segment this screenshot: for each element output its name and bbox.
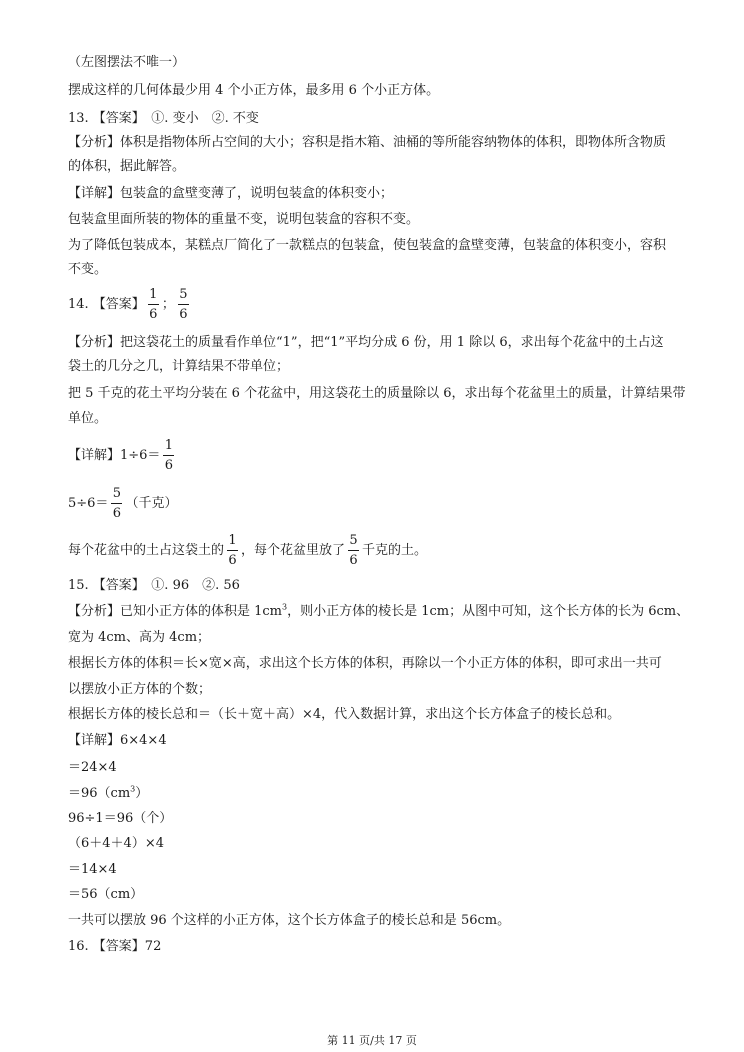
q13-detail-line2: 包装盒里面所装的物体的重量不变，说明包装盒的容积不变。 (68, 212, 420, 227)
q14-analysis-line3: 把 5 千克的花土平均分装在 6 个花盆中，用这袋花土的质量除以 6，求出每个花盆里土的质量，计算结果带 (68, 386, 686, 401)
step-expression: 5÷6＝ (68, 496, 109, 511)
fraction-denominator: 6 (179, 307, 188, 322)
analysis-text: 【分析】已知小正方体的体积是 1cm (68, 604, 283, 619)
calc-step: ＝24×4 (68, 760, 117, 775)
calc-text: ） (135, 786, 149, 801)
q15-analysis-line4: 以摆放小正方体的个数； (68, 682, 212, 697)
q14-analysis: 【分析】把这袋花土的质量看作单位“1”，把“1”平均分成 6 份，用 1 除以 6，求出每个花盆中的土占这 (68, 335, 664, 350)
q13-detail-line3: 为了降低包装成本，某糕点厂简化了一款糕点的包装盒，使包装盒的盒壁变薄，包装盒的体积变小，容积 (68, 238, 667, 253)
q14-analysis-line4: 单位。 (68, 411, 108, 426)
step-expression: 【详解】1÷6＝ (68, 448, 161, 463)
q15-analysis (68, 604, 689, 620)
fraction-numerator: 5 (348, 533, 359, 551)
fraction-numerator: 5 (111, 486, 122, 504)
q13-analysis: 【分析】体积是指物体所占空间的大小；容积是指木箱、油桶的等所能容纳物体的体积，即物体所含物质 (68, 135, 667, 150)
fraction-five-sixths (178, 287, 189, 322)
calc-step: （6＋4＋4）×4 (68, 836, 164, 851)
q15-analysis-line3: 根据长方体的体积＝长×宽×高，求出这个长方体的体积，再除以一个小正方体的体积，即可求出一共可 (68, 656, 662, 671)
fraction-five-sixths (111, 486, 122, 521)
fraction-one-sixth (148, 287, 159, 322)
conclusion-text: ，每个花盆里放了 (241, 543, 346, 558)
conclusion-text: 每个花盆中的土占这袋土的 (68, 543, 225, 558)
q13-analysis-cont: 的体积，据此解答。 (68, 159, 186, 174)
fraction-denominator: 6 (149, 307, 158, 322)
fraction-numerator: 5 (178, 287, 189, 305)
fraction-denominator: 6 (228, 553, 237, 568)
note-line: （左图摆法不唯一） (68, 55, 186, 70)
q15-analysis-line2: 宽为 4cm、高为 4cm； (68, 630, 211, 645)
q15-detail: 【详解】6×4×4 (68, 733, 167, 748)
superscript-three: 3 (282, 602, 288, 612)
q16-answer: 16. 【答案】72 (68, 939, 162, 954)
q15-answer: 15. 【答案】 ①. 96 ②. 56 (68, 578, 240, 593)
analysis-text: ，则小正方体的棱长是 1cm；从图中可知，这个长方体的长为 6cm、 (287, 604, 690, 619)
conclusion-text: 千克的土。 (362, 543, 428, 558)
q13-detail-line4: 不变。 (68, 262, 108, 277)
q14-conclusion (68, 533, 427, 568)
fraction-denominator: 6 (349, 553, 358, 568)
conclusion-line: 摆成这样的几何体最少用 4 个小正方体，最多用 6 个小正方体。 (68, 83, 440, 98)
q14-answer-label: 14. 【答案】 (68, 297, 145, 312)
calc-step (68, 786, 148, 802)
fraction-denominator: 6 (112, 506, 122, 521)
unit-kilogram: （千克） (125, 496, 178, 511)
superscript-three: 3 (130, 784, 136, 794)
fraction-numerator: 1 (227, 533, 238, 551)
q13-detail: 【详解】包装盒的盒壁变薄了，说明包装盒的体积变小； (68, 186, 394, 201)
fraction-denominator: 6 (164, 458, 174, 473)
q14-answer (68, 287, 192, 322)
q14-detail-step1 (68, 438, 177, 473)
q15-conclusion: 一共可以摆放 96 个这样的小正方体，这个长方体盒子的棱长总和是 56cm。 (68, 913, 511, 928)
answer-separator: ； (161, 297, 175, 312)
page-footer: 第 11 页/共 17 页 (327, 1034, 417, 1047)
calc-text: ＝96（cm (68, 786, 131, 801)
q13-answer: 13. 【答案】 ①. 变小 ②. 不变 (68, 111, 259, 126)
calc-step: 96÷1＝96（个） (68, 811, 173, 826)
q14-detail-step2 (68, 486, 177, 521)
fraction-one-sixth (163, 438, 174, 473)
q14-analysis-cont: 袋土的几分之几，计算结果不带单位； (68, 359, 290, 374)
calc-step: ＝14×4 (68, 862, 117, 877)
fraction-five-sixths (348, 533, 359, 568)
calc-step: ＝56（cm） (68, 887, 144, 902)
fraction-numerator: 1 (163, 438, 174, 456)
fraction-numerator: 1 (148, 287, 159, 305)
fraction-one-sixth (227, 533, 238, 568)
q15-analysis-line5: 根据长方体的棱长总和＝（长＋宽＋高）×4，代入数据计算，求出这个长方体盒子的棱长总和。 (68, 707, 621, 722)
